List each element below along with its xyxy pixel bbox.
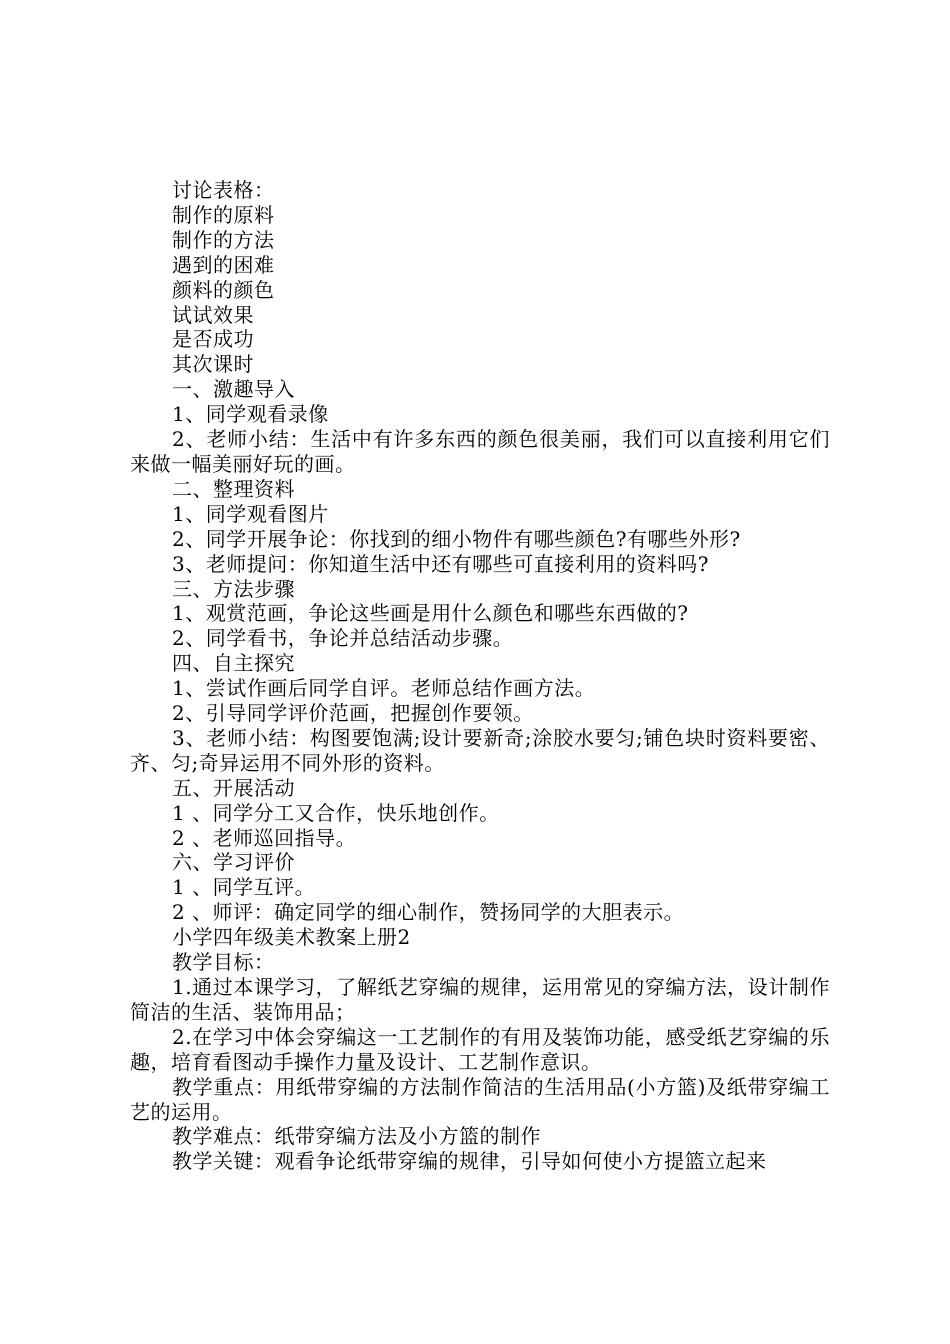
paragraph: 试试效果: [172, 302, 254, 327]
paragraph: 制作的原料: [172, 202, 275, 227]
section-heading: 二、整理资料: [172, 476, 295, 501]
paragraph: 2、同学看书，争论并总结活动步骤。: [172, 626, 514, 651]
section-heading: 四、自主探究: [172, 651, 295, 676]
paragraph: 1 、同学分工又合作，快乐地创作。: [172, 800, 500, 825]
paragraph: 1.通过本课学习，了解纸艺穿编的规律，运用常见的穿编方法，设计制作简洁的生活、装饰用品；: [130, 975, 830, 1024]
section-heading: 一、激趣导入: [172, 377, 295, 402]
paragraph: 1、观赏范画，争论这些画是用什么颜色和哪些东西做的?: [172, 601, 689, 626]
paragraph: 2、同学开展争论：你找到的细小物件有哪些颜色?有哪些外形?: [172, 526, 741, 551]
document-body: [130, 178, 830, 1174]
paragraph: 颜料的颜色: [172, 277, 275, 302]
section-heading: 六、学习评价: [172, 850, 295, 875]
paragraph: 遇到的困难: [172, 252, 275, 277]
section-title: 其次课时: [172, 352, 254, 377]
paragraph: 2、引导同学评价范画，把握创作要领。: [172, 701, 534, 726]
document-subtitle: 小学四年级美术教案上册2: [172, 925, 411, 950]
paragraph: 2.在学习中体会穿编这一工艺制作的有用及装饰功能，感受纸艺穿编的乐趣，培育看图动手操作力量及设计、工艺制作意识。: [130, 1024, 830, 1074]
paragraph: 3、老师提问：你知道生活中还有哪些可直接利用的资料吗?: [172, 551, 709, 576]
paragraph: 1、同学观看图片: [172, 501, 329, 526]
paragraph: 制作的方法: [172, 227, 275, 252]
paragraph: 讨论表格：: [172, 178, 275, 202]
paragraph: 2 、师评：确定同学的细心制作，赞扬同学的大胆表示。: [172, 900, 685, 925]
paragraph: 1 、同学互评。: [172, 875, 316, 900]
paragraph: 教学关键：观看争论纸带穿编的规律，引导如何使小方提篮立起来: [172, 1149, 767, 1174]
paragraph: 2、老师小结：生活中有许多东西的颜色很美丽，我们可以直接利用它们来做一幅美丽好玩的画。: [130, 427, 830, 476]
section-heading: 三、方法步骤: [172, 576, 295, 601]
paragraph: 教学重点：用纸带穿编的方法制作简洁的生活用品(小方篮)及纸带穿编工艺的运用。: [130, 1074, 830, 1124]
paragraph: 是否成功: [172, 327, 254, 352]
paragraph: 3、老师小结：构图要饱满;设计要新奇;涂胶水要匀;铺色块时资料要密、齐、匀;奇异运用不同外形的资料。: [130, 725, 830, 775]
paragraph: 教学难点：纸带穿编方法及小方篮的制作: [172, 1124, 541, 1149]
section-heading: 五、开展活动: [172, 775, 295, 800]
paragraph: 教学目标：: [172, 950, 275, 975]
paragraph: 1、同学观看录像: [172, 402, 329, 427]
paragraph: 2 、老师巡回指导。: [172, 825, 357, 850]
paragraph: 1、尝试作画后同学自评。老师总结作画方法。: [172, 676, 596, 701]
